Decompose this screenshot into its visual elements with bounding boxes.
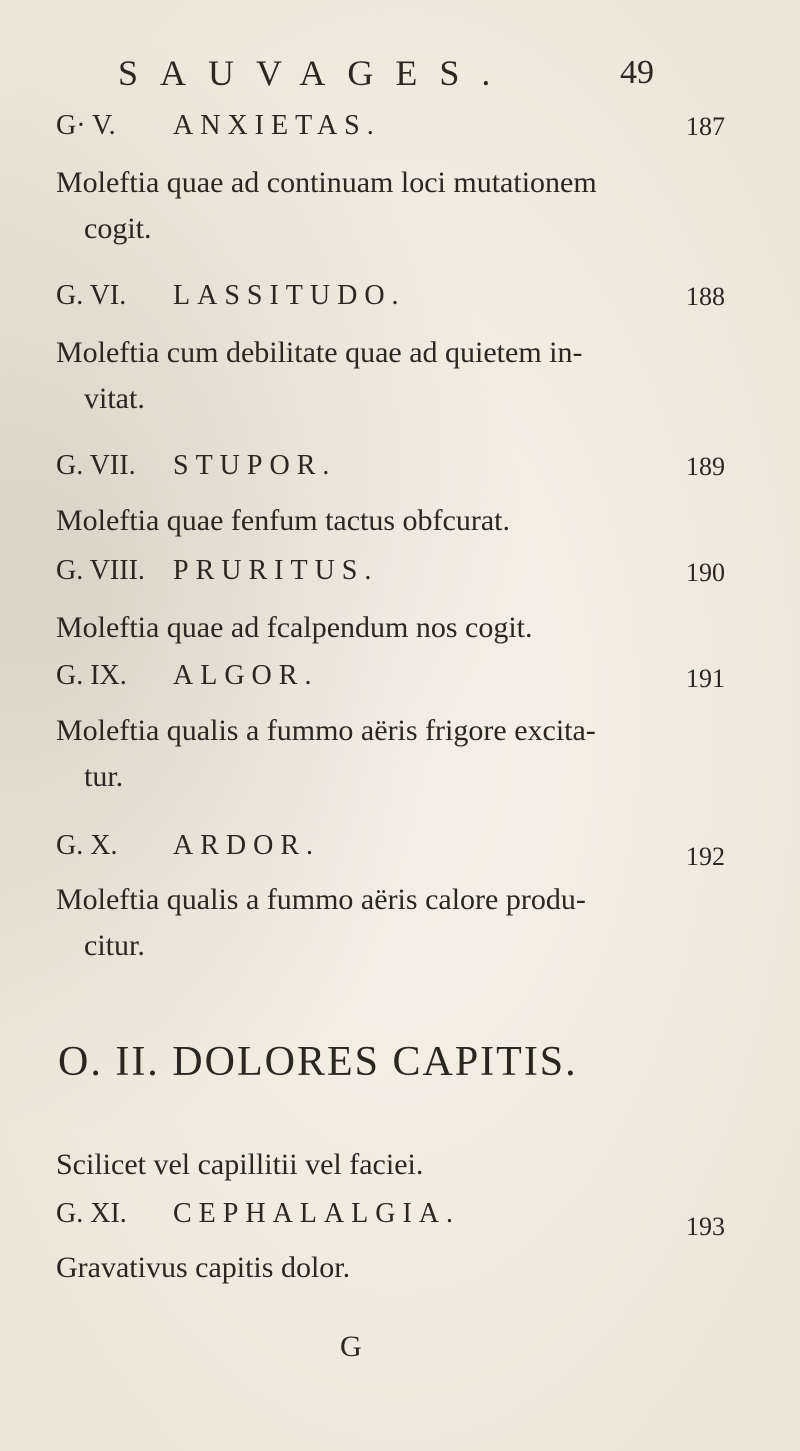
entry-genus: G. X. [56,830,118,861]
entry-description [56,330,676,422]
entry-description [56,160,676,252]
entry-description [56,877,676,969]
entry-heading [56,660,318,692]
entry-genus: G. XI. [56,1198,127,1229]
entry-genus: G. VIII. [56,555,145,586]
entry-name: CEPHALALGIA. [173,1198,460,1229]
entry-number: 188 [686,282,725,311]
entry-number: 187 [686,112,725,141]
entry-number: 190 [686,558,725,587]
entry-name: STUPOR. [173,450,337,481]
entry-name: ALGOR. [173,660,319,691]
entry-heading [56,110,381,142]
description-line: Moleftia quae ad fcalpendum nos cogit. [56,611,533,644]
entry-description [56,1245,676,1291]
section-title: O. II. DOLORES CAPITIS. [58,1039,578,1085]
section-intro-line: Scilicet vel capillitii vel faciei. [56,1148,424,1181]
entry-description [56,605,676,651]
entry-description [56,708,676,800]
description-line: cogit. [84,212,152,245]
description-line: vitat. [84,382,145,415]
running-title: SAUVAGES. [118,53,513,93]
entry-description [56,498,676,544]
entry-genus: G· V. [56,110,116,141]
entry-name: PRURITUS. [173,555,379,586]
entry-name: LASSITUDO. [173,280,406,311]
description-line: Moleftia cum debilitate quae ad quietem in- [56,336,583,369]
description-line: tur. [84,760,124,793]
description-line: Gravativus capitis dolor. [56,1251,351,1284]
entry-heading [56,280,406,312]
description-line: Moleftia quae ad continuam loci mutationem [56,166,597,199]
entry-genus: G. VII. [56,450,136,481]
entry-heading [56,1198,460,1230]
description-line: Moleftia quae fenfum tactus obfcurat. [56,504,510,537]
entry-heading [56,830,320,862]
description-line: Moleftia qualis a fummo aëris calore produ- [56,883,586,916]
entry-heading [56,555,378,587]
entry-number: 192 [686,842,725,871]
entry-heading [56,450,336,482]
entry-number: 193 [686,1212,725,1241]
entry-genus: G. IX. [56,660,127,691]
entry-number: 191 [686,664,725,693]
section-intro [56,1142,676,1188]
description-line: citur. [84,929,145,962]
entry-name: ARDOR. [173,830,321,861]
page-number: 49 [620,54,654,91]
signature-mark: G [340,1330,362,1363]
entry-name: ANXIETAS. [173,110,381,141]
entry-number: 189 [686,452,725,481]
description-line: Moleftia qualis a fummo aëris frigore excita- [56,714,596,747]
entry-genus: G. VI. [56,280,127,311]
